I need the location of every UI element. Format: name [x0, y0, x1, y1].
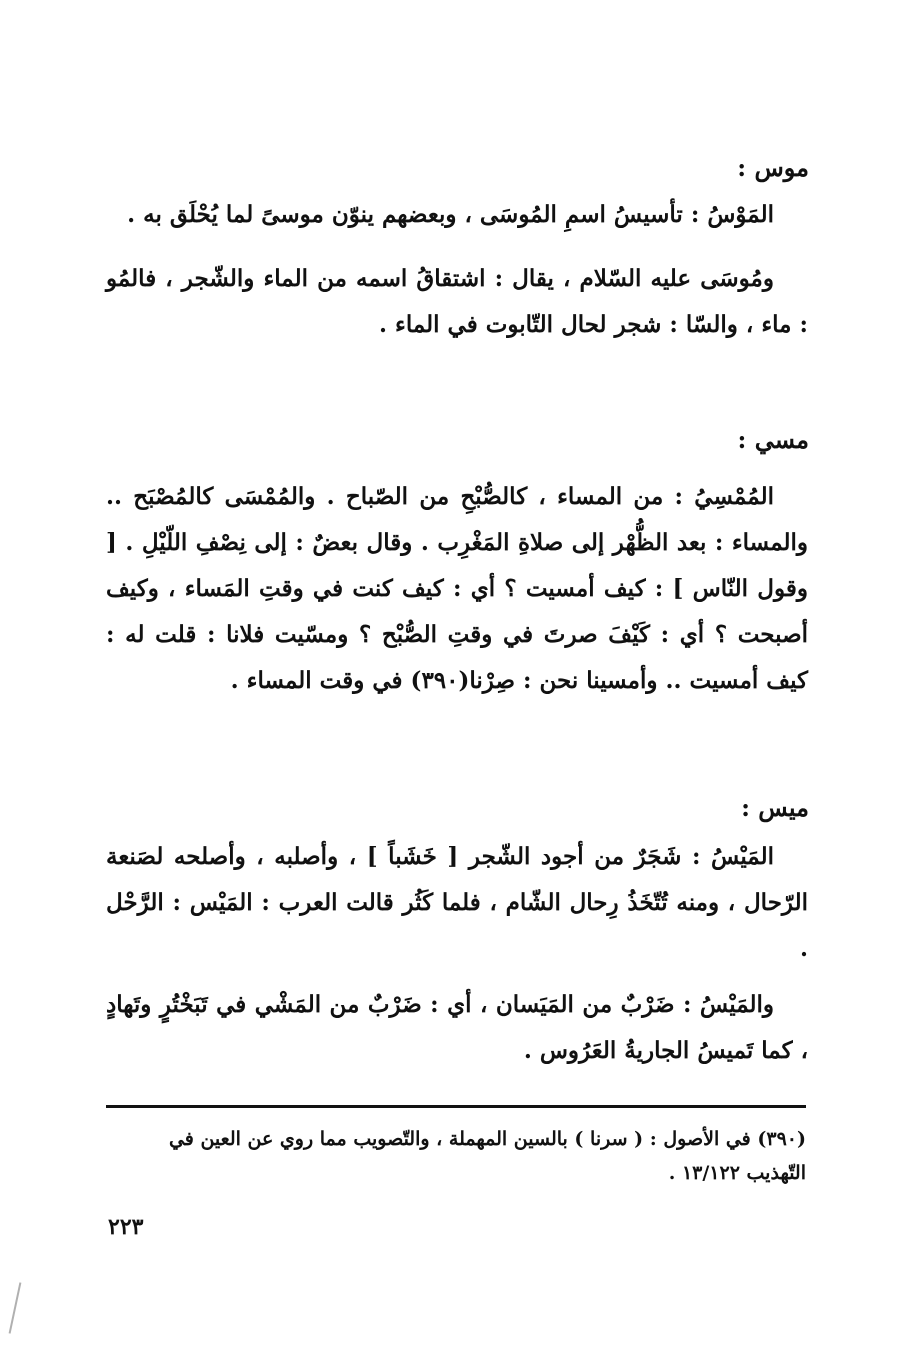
paragraph-mys-2: والمَيْسُ : ضَرْبٌ من المَيَسان ، أي : ضَرْبٌ من المَشْي في تَبَخْتُرٍ وتَهادٍ ، كما تَميسُ الجاريةُ العَرُوس .: [106, 991, 808, 1064]
entry-heading-mys: ميس :: [741, 793, 809, 822]
entry-body-mys: [106, 834, 808, 1074]
entry-body-mws: [106, 192, 808, 348]
entry-heading-msy: مسي :: [737, 425, 809, 454]
entry-body-msy: [106, 474, 808, 704]
footnote-divider: [106, 1105, 806, 1108]
paragraph-msy-1: المُمْسِيُ : من المساء ، كالصُّبْحِ من الصّباح . والمُمْسَى كالمُصْبَح .. والمساء : بعد الظُّهْر إلى صلاةِ المَغْرِب . وقال بعضٌ : إلى نِصْفِ اللّيْلِ . [ وقول النّاس ] : كيف أمسيت ؟ أي : كيف كنت في وقتِ المَساء ، وكيف أصبحت ؟ أي : كَيْفَ صرتَ في وقتِ الصُّبْح ؟ ومسّيت فلانا : قلت له : كيف أمسيت .. وأمسينا نحن : صِرْنا(٣٩٠) في وقت المساء .: [106, 483, 808, 694]
paragraph-mws-1: المَوْسُ : تأسيسُ اسمِ المُوسَى ، وبعضهم ينوّن موسىً لما يُحْلَق به .: [127, 201, 774, 228]
footnote: (٣٩٠) في الأصول : ( سرنا ) بالسين المهملة ، والتّصويب مما روي عن العين في التّهذيب ١٣/١٢٢ .: [168, 1128, 806, 1184]
paragraph-mws-2: ومُوسَى عليه السّلام ، يقال : اشتقاقُ اسمه من الماء والشّجر ، فالمُو : ماء ، والسّا : شجر لحال التّابوت في الماء .: [106, 265, 808, 338]
margin-pencil-mark: [9, 1282, 22, 1333]
entry-heading-mws: موس :: [737, 153, 809, 182]
page-number: ٢٢٣: [108, 1214, 144, 1240]
paragraph-mys-1: المَيْسُ : شَجَرٌ من أجود الشّجر [ خَشَباً ] ، وأصلبه ، وأصلحه لصَنعة الرّحال ، ومنه تُتّخَذُ رِحال الشّام ، فلما كَثُر قالت العرب : المَيْس : الرَّحْل .: [106, 843, 808, 962]
